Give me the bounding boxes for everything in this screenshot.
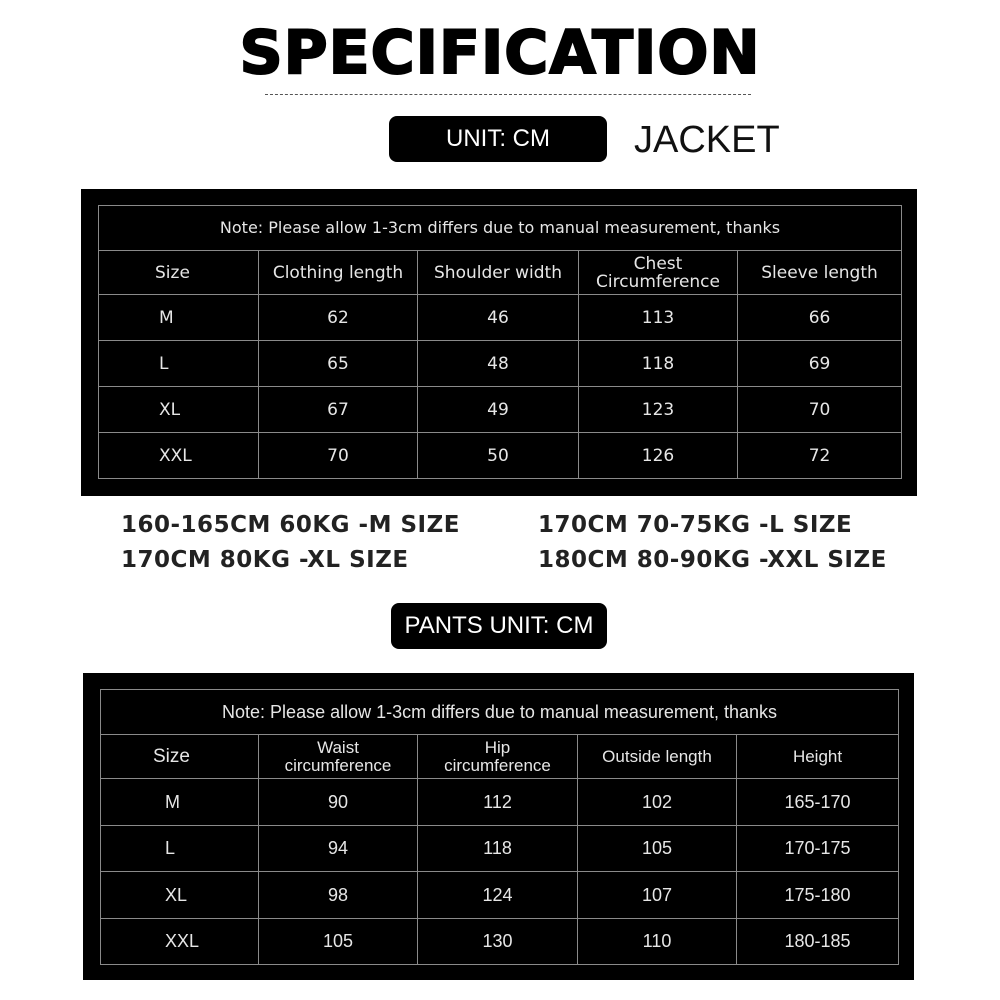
pants-col-waist: Waist circumference	[259, 735, 418, 779]
size-cell: XXL	[99, 433, 259, 479]
value-cell: 124	[418, 872, 578, 919]
value-cell: 72	[738, 433, 902, 479]
pants-note: Note: Please allow 1-3cm differs due to manual measurement, thanks	[101, 690, 899, 735]
value-cell: 67	[259, 387, 418, 433]
size-cell: XXL	[101, 918, 259, 965]
size-cell: M	[101, 779, 259, 826]
fit-guide-l: 170CM 70-75KG -L SIZE	[538, 512, 853, 538]
jacket-col-clothing-length: Clothing length	[259, 251, 418, 295]
jacket-size-panel	[81, 189, 917, 496]
size-cell: M	[99, 295, 259, 341]
fit-guide-m: 160-165CM 60KG -M SIZE	[121, 512, 461, 538]
table-row	[101, 918, 899, 965]
title-divider	[265, 94, 751, 95]
table-row	[99, 387, 902, 433]
value-cell: 102	[578, 779, 737, 826]
table-row	[101, 779, 899, 826]
value-cell: 170-175	[737, 825, 899, 872]
fit-guide-xxl: 180CM 80-90KG -XXL SIZE	[538, 547, 887, 573]
value-cell: 110	[578, 918, 737, 965]
table-row	[99, 341, 902, 387]
pants-size-table	[100, 689, 899, 965]
jacket-size-table	[98, 205, 902, 479]
value-cell: 98	[259, 872, 418, 919]
value-cell: 46	[418, 295, 579, 341]
value-cell: 94	[259, 825, 418, 872]
pants-col-hip: Hip circumference	[418, 735, 578, 779]
table-row	[99, 433, 902, 479]
value-cell: 123	[579, 387, 738, 433]
size-cell: XL	[99, 387, 259, 433]
pants-size-panel	[83, 673, 914, 980]
jacket-unit-badge: UNIT: CM	[389, 116, 607, 162]
value-cell: 66	[738, 295, 902, 341]
value-cell: 118	[579, 341, 738, 387]
jacket-note: Note: Please allow 1-3cm differs due to manual measurement, thanks	[99, 206, 902, 251]
value-cell: 62	[259, 295, 418, 341]
pants-col-size: Size	[101, 735, 259, 779]
value-cell: 107	[578, 872, 737, 919]
size-cell: L	[99, 341, 259, 387]
value-cell: 70	[738, 387, 902, 433]
value-cell: 70	[259, 433, 418, 479]
pants-col-height: Height	[737, 735, 899, 779]
value-cell: 118	[418, 825, 578, 872]
value-cell: 90	[259, 779, 418, 826]
table-row	[99, 295, 902, 341]
value-cell: 112	[418, 779, 578, 826]
jacket-col-chest-circumference: Chest Circumference	[579, 251, 738, 295]
table-row	[101, 825, 899, 872]
value-cell: 49	[418, 387, 579, 433]
value-cell: 65	[259, 341, 418, 387]
value-cell: 105	[578, 825, 737, 872]
pants-unit-badge: PANTS UNIT: CM	[391, 603, 607, 649]
jacket-col-shoulder-width: Shoulder width	[418, 251, 579, 295]
jacket-col-size: Size	[99, 251, 259, 295]
size-cell: XL	[101, 872, 259, 919]
table-row	[101, 872, 899, 919]
value-cell: 105	[259, 918, 418, 965]
size-cell: L	[101, 825, 259, 872]
value-cell: 69	[738, 341, 902, 387]
value-cell: 175-180	[737, 872, 899, 919]
value-cell: 130	[418, 918, 578, 965]
value-cell: 113	[579, 295, 738, 341]
jacket-col-sleeve-length: Sleeve length	[738, 251, 902, 295]
value-cell: 165-170	[737, 779, 899, 826]
pants-col-outside-length: Outside length	[578, 735, 737, 779]
value-cell: 126	[579, 433, 738, 479]
jacket-label: JACKET	[634, 119, 780, 161]
value-cell: 180-185	[737, 918, 899, 965]
value-cell: 50	[418, 433, 579, 479]
page-title: SPECIFICATION	[239, 18, 761, 88]
fit-guide-xl: 170CM 80KG -XL SIZE	[121, 547, 409, 573]
value-cell: 48	[418, 341, 579, 387]
